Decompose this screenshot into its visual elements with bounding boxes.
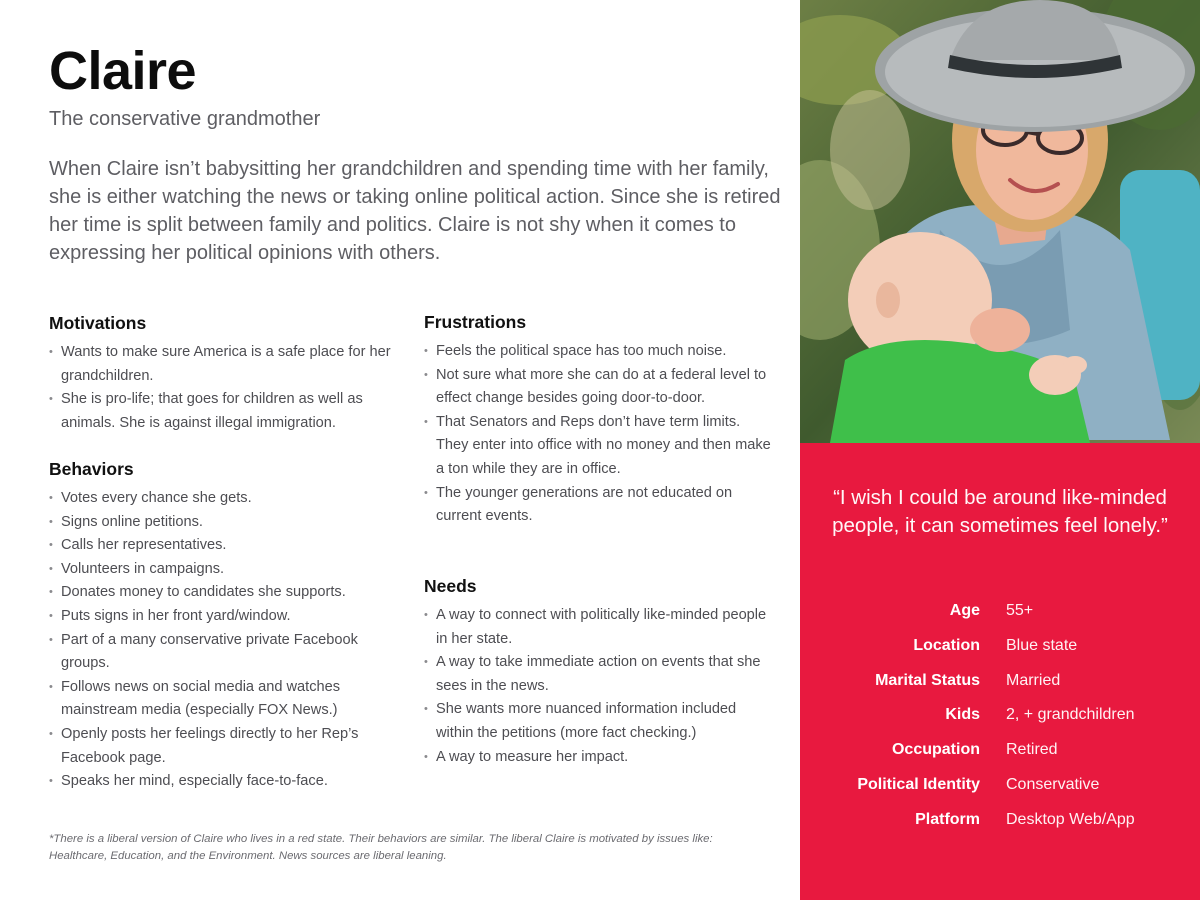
persona-facts: [800, 600, 1200, 844]
fact-value: 2, + grandchildren: [1006, 706, 1135, 724]
behaviors-list: [49, 487, 394, 794]
list-item: • A way to take immediate action on events that she sees in the news.: [424, 651, 769, 698]
fact-label: Kids: [945, 706, 980, 724]
fact-label: Occupation: [891, 741, 980, 759]
fact-label: Marital Status: [875, 671, 980, 689]
fact-label: Platform: [915, 810, 980, 828]
fact-value: 55+: [1006, 602, 1034, 619]
fact-value: Blue state: [1006, 636, 1078, 654]
fact-row-occupation: [800, 739, 1200, 774]
behaviors-heading: Behaviors: [49, 459, 134, 479]
list-item: • Speaks her mind, especially face-to-face.: [49, 770, 394, 794]
motivations-heading: Motivations: [49, 313, 147, 333]
needs-list: [424, 604, 769, 769]
needs-section: [424, 574, 769, 769]
list-item: • A way to connect with politically like-minded people in her state.: [424, 604, 769, 651]
frustrations-section: [424, 310, 774, 529]
fact-value: Conservative: [1006, 775, 1100, 793]
list-item: • Openly posts her feelings directly to her Rep’s Facebook page.: [49, 723, 394, 770]
persona-quote: “I wish I could be around like-minded people, it can sometimes feel lonely.”: [832, 486, 1168, 537]
fact-value: Retired: [1006, 741, 1058, 759]
persona-profile-panel: [800, 443, 1200, 900]
fact-value: Desktop Web/App: [1006, 810, 1135, 828]
fact-row-platform: [800, 809, 1200, 844]
list-item: • Donates money to candidates she supports.: [49, 581, 394, 605]
list-item: • She wants more nuanced information included within the petitions (more fact checking.): [424, 698, 769, 745]
list-item: • Wants to make sure America is a safe place for her grandchildren.: [49, 341, 394, 388]
list-item: • Part of a many conservative private Facebook groups.: [49, 629, 394, 676]
list-item: • Votes every chance she gets.: [49, 487, 394, 511]
fact-label: Location: [913, 636, 980, 654]
motivations-section: [49, 311, 394, 435]
fact-row-political-identity: [800, 774, 1200, 809]
fact-value: Married: [1006, 671, 1061, 689]
motivations-list: [49, 341, 394, 435]
frustrations-list: [424, 340, 774, 529]
footnote: *There is a liberal version of Claire who lives in a red state. Their behaviors are similar. The liberal Claire is motivated by issues like: Healthcare, Education, and the Environment. News sources are liberal leaning.: [49, 833, 713, 862]
list-item: • She is pro-life; that goes for children as well as animals. She is against illegal immigration.: [49, 388, 394, 435]
fact-label: Political Identity: [857, 775, 980, 793]
persona-subtitle: The conservative grandmother: [49, 108, 321, 130]
list-item: • The younger generations are not educated on current events.: [424, 482, 774, 529]
list-item: • Volunteers in campaigns.: [49, 558, 394, 582]
behaviors-section: [49, 457, 394, 794]
list-item: • Calls her representatives.: [49, 534, 394, 558]
frustrations-heading: Frustrations: [424, 312, 527, 332]
fact-row-location: [800, 635, 1200, 670]
fact-row-marital-status: [800, 670, 1200, 705]
list-item: • Signs online petitions.: [49, 511, 394, 535]
needs-heading: Needs: [424, 576, 477, 596]
fact-row-kids: [800, 704, 1200, 739]
persona-intro: When Claire isn’t babysitting her grandchildren and spending time with her family, she is either watching the news or taking online political action. Since she is retired her time is split between family and politics. Claire is not shy when it comes to expressing her political opinions with others.: [49, 158, 781, 264]
persona-name: Claire: [49, 41, 197, 101]
list-item: • Puts signs in her front yard/window.: [49, 605, 394, 629]
fact-label: Age: [949, 602, 980, 619]
list-item: • Not sure what more she can do at a federal level to effect change besides going door-to-door.: [424, 364, 774, 411]
list-item: • A way to measure her impact.: [424, 746, 769, 770]
fact-row-age: [800, 600, 1200, 635]
persona-photo: [800, 0, 1200, 443]
list-item: • Feels the political space has too much noise.: [424, 340, 774, 364]
list-item: • That Senators and Reps don’t have term limits. They enter into office with no money and then make a ton while they are in office.: [424, 411, 774, 482]
list-item: • Follows news on social media and watches mainstream media (especially FOX News.): [49, 676, 394, 723]
